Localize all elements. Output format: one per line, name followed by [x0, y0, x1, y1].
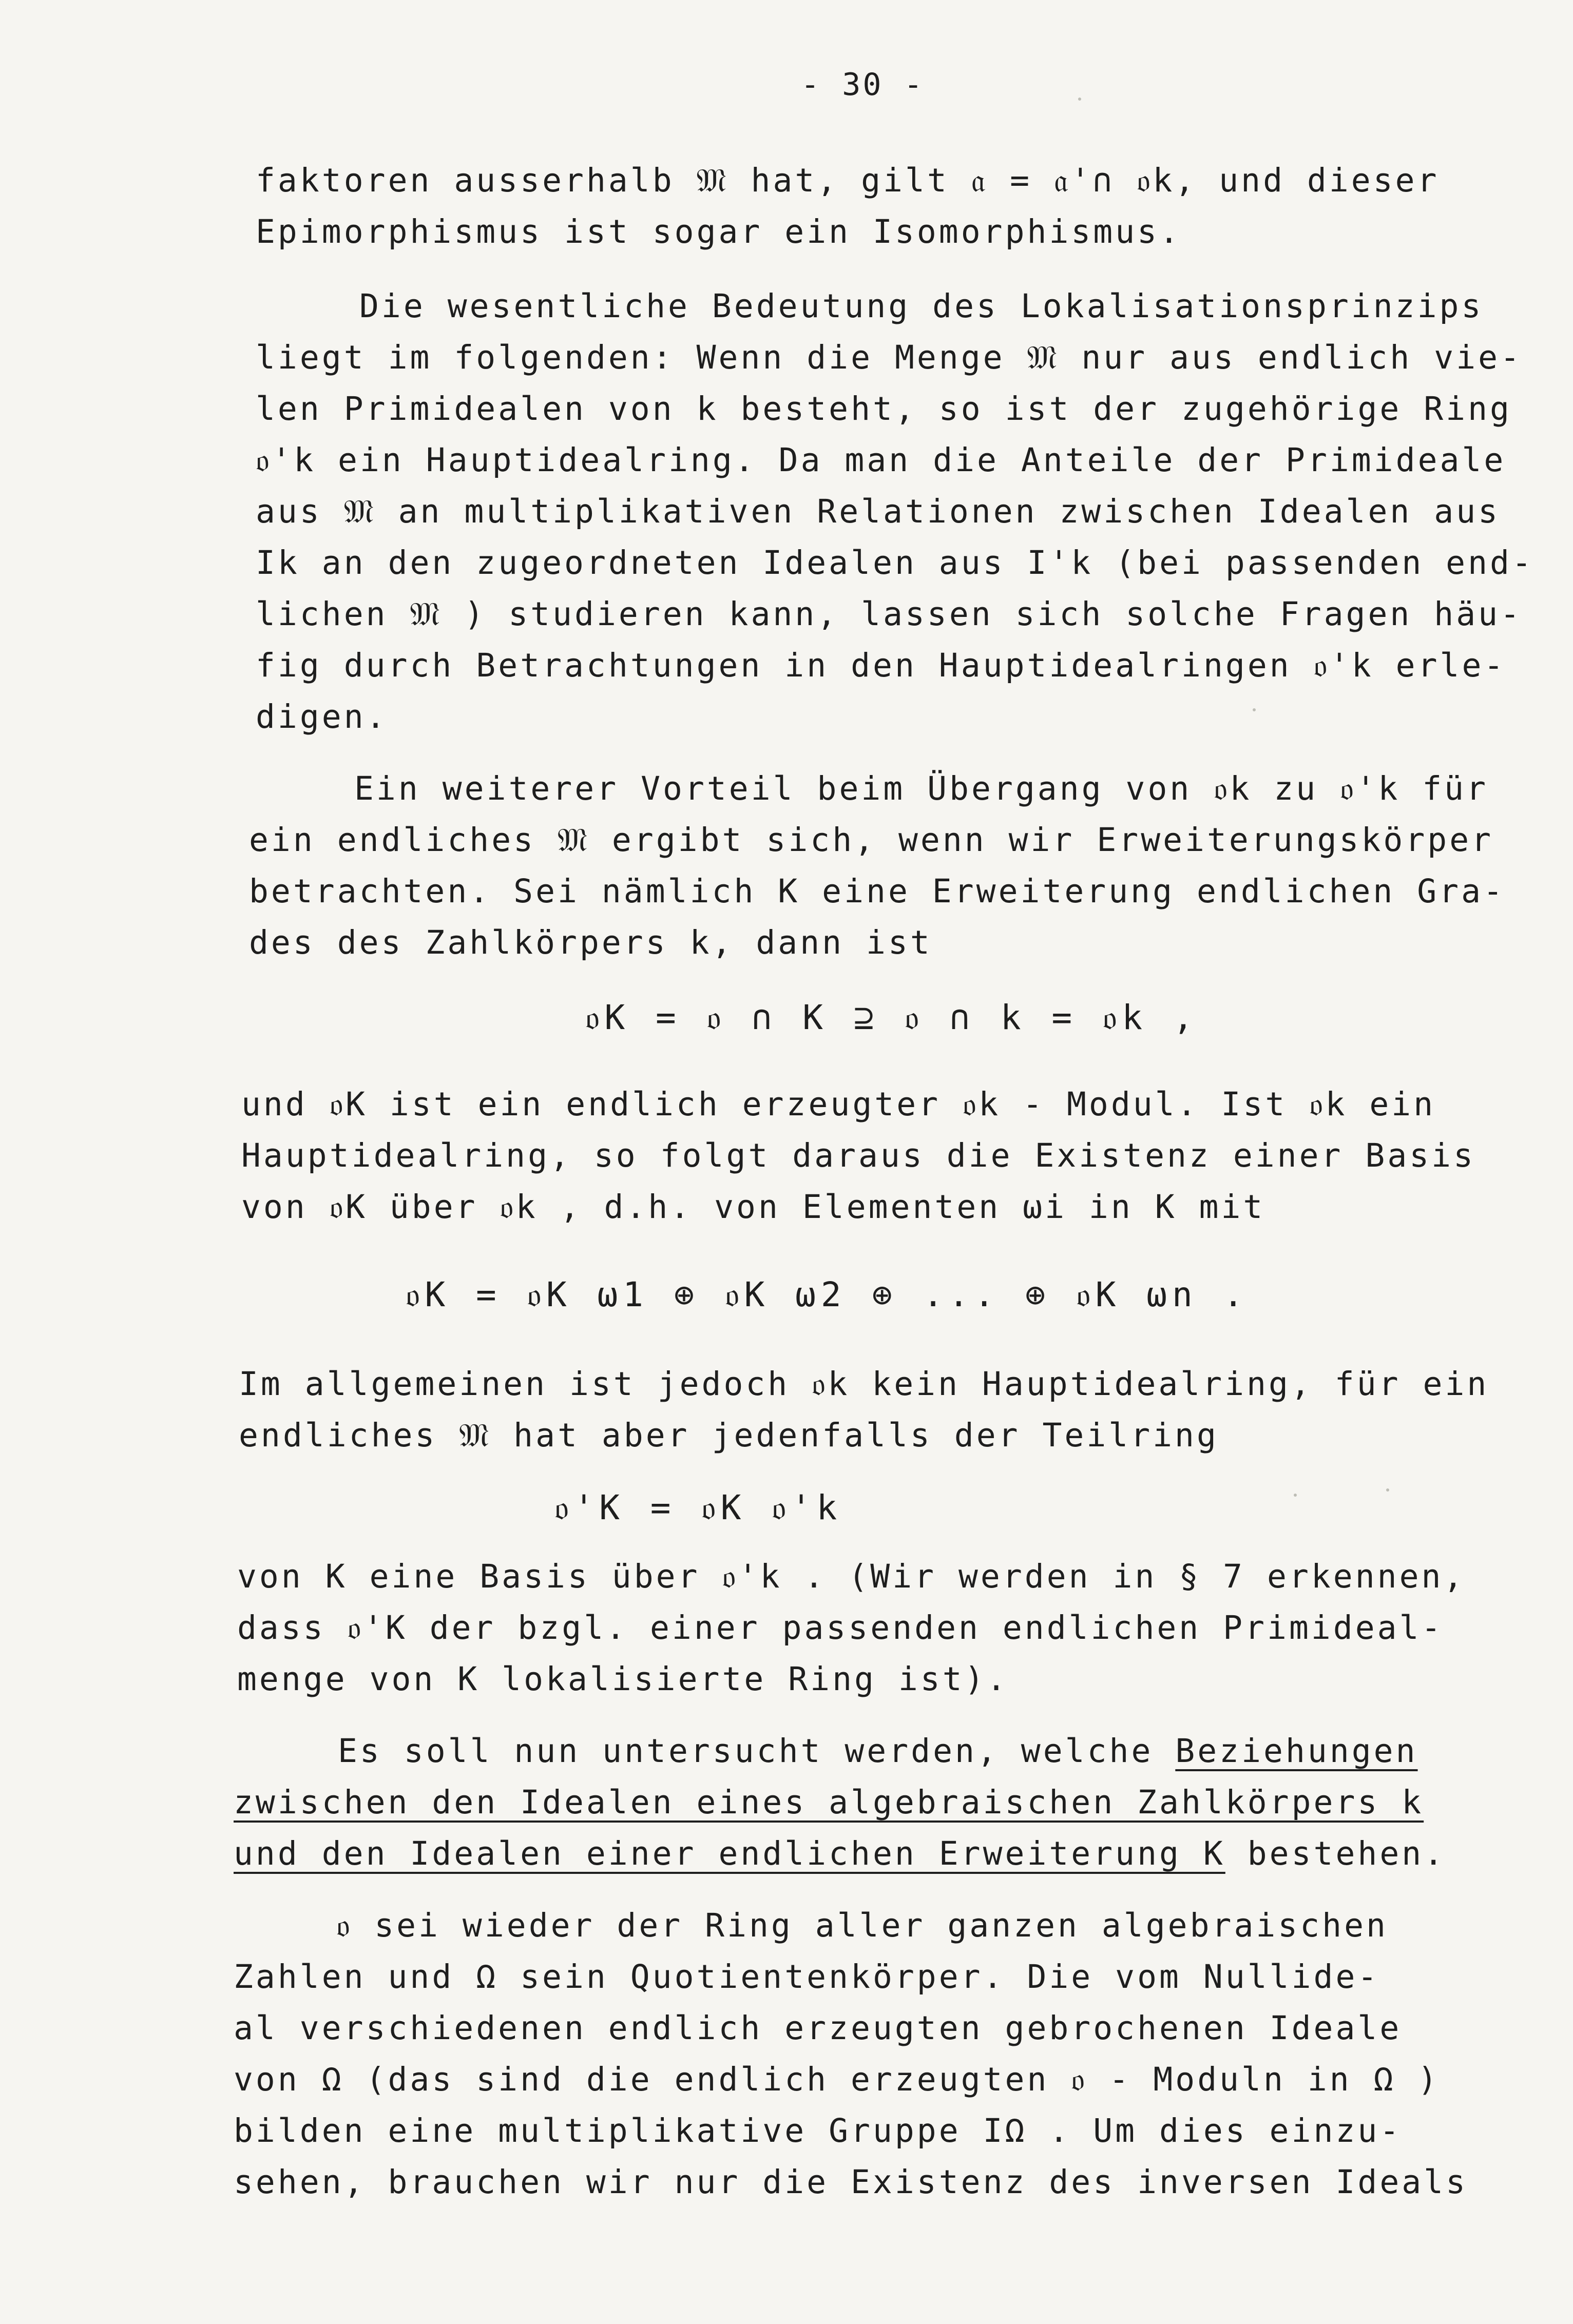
- text-line: Zahlen und Ω sein Quotientenkörper. Die vom Nullide-: [234, 1958, 1380, 1996]
- text-line: von Ω (das sind die endlich erzeugten 𝔬 - Moduln in Ω ): [234, 2061, 1440, 2098]
- text-line: fig durch Betrachtungen in den Hauptidealringen 𝔬'k erle-: [256, 647, 1506, 684]
- text-line: 𝔬'k ein Hauptidealring. Da man die Anteile der Primideale: [256, 441, 1506, 479]
- text-line: Im allgemeinen ist jedoch 𝔬k kein Hauptidealring, für ein: [239, 1365, 1489, 1403]
- text-line: des des Zahlkörpers k, dann ist: [249, 924, 932, 961]
- underlined-phrase: zwischen den Idealen eines algebraischen Zahlkörpers k: [234, 1784, 1424, 1821]
- text-line: und 𝔬K ist ein endlich erzeugter 𝔬k - Modul. Ist 𝔬k ein: [241, 1086, 1436, 1123]
- text-line: Ein weiterer Vorteil beim Übergang von 𝔬k zu 𝔬'k für: [354, 770, 1489, 807]
- formula-ring-intersection: 𝔬K = 𝔬 ∩ K ⊇ 𝔬 ∩ k = 𝔬k ,: [585, 998, 1199, 1037]
- text-line: aus 𝔐 an multiplikativen Relationen zwischen Idealen aus: [256, 493, 1501, 530]
- text-line: betrachten. Sei nämlich K eine Erweiterung endlichen Gra-: [249, 873, 1505, 910]
- text-line: von K eine Basis über 𝔬'k . (Wir werden in § 7 erkennen,: [237, 1558, 1466, 1595]
- formula-basis-decomposition: 𝔬K = 𝔬K ω1 ⊕ 𝔬K ω2 ⊕ ... ⊕ 𝔬K ωn .: [406, 1275, 1249, 1314]
- scan-speck: [1253, 708, 1256, 711]
- text-line: len Primidealen von k besteht, so ist der zugehörige Ring: [256, 390, 1512, 428]
- text-line: und den Idealen einer endlichen Erweiterung K bestehen.: [234, 1835, 1446, 1872]
- text-line: liegt im folgenden: Wenn die Menge 𝔐 nur aus endlich vie-: [256, 339, 1522, 376]
- text-line: digen.: [256, 698, 388, 735]
- text-line: Ik an den zugeordneten Idealen aus I'k (bei passenden end-: [256, 544, 1534, 582]
- text-line: Die wesentliche Bedeutung des Lokalisationsprinzips: [359, 287, 1484, 325]
- scan-speck: [1078, 98, 1081, 101]
- text-line: sehen, brauchen wir nur die Existenz des inversen Ideals: [234, 2163, 1468, 2201]
- scan-speck: [1294, 1494, 1297, 1497]
- text-line: Epimorphismus ist sogar ein Isomorphismus.: [256, 213, 1182, 250]
- scan-speck: [1386, 1488, 1389, 1492]
- text-line: lichen 𝔐 ) studieren kann, lassen sich solche Fragen häu-: [256, 595, 1522, 633]
- text-line: von 𝔬K über 𝔬k , d.h. von Elementen ωi in K mit: [241, 1188, 1265, 1226]
- text-line: bilden eine multiplikative Gruppe IΩ . Um dies einzu-: [234, 2112, 1402, 2149]
- text-line: dass 𝔬'K der bzgl. einer passenden endlichen Primideal-: [237, 1609, 1444, 1647]
- text-line: endliches 𝔐 hat aber jedenfalls der Teilring: [239, 1417, 1219, 1454]
- text-line: 𝔬 sei wieder der Ring aller ganzen algebraischen: [336, 1907, 1388, 1944]
- text-line: ein endliches 𝔐 ergibt sich, wenn wir Erweiterungskörper: [249, 821, 1494, 859]
- text-line: [234, 1784, 1424, 1821]
- text-line: Es soll nun untersucht werden, welche Beziehungen: [338, 1732, 1418, 1770]
- formula-subring: 𝔬'K = 𝔬K 𝔬'k: [554, 1488, 842, 1527]
- page-number: - 30 -: [801, 67, 925, 103]
- underlined-phrase: und den Idealen einer endlichen Erweiterung K: [234, 1835, 1225, 1872]
- text-line: Hauptidealring, so folgt daraus die Existenz einer Basis: [241, 1137, 1476, 1174]
- underlined-phrase: Beziehungen: [1175, 1732, 1418, 1770]
- text-line: al verschiedenen endlich erzeugten gebrochenen Ideale: [234, 2009, 1402, 2047]
- text-line: menge von K lokalisierte Ring ist).: [237, 1660, 1009, 1698]
- text-line: faktoren ausserhalb 𝔐 hat, gilt 𝔞 = 𝔞'∩ 𝔬k, und dieser: [256, 162, 1440, 199]
